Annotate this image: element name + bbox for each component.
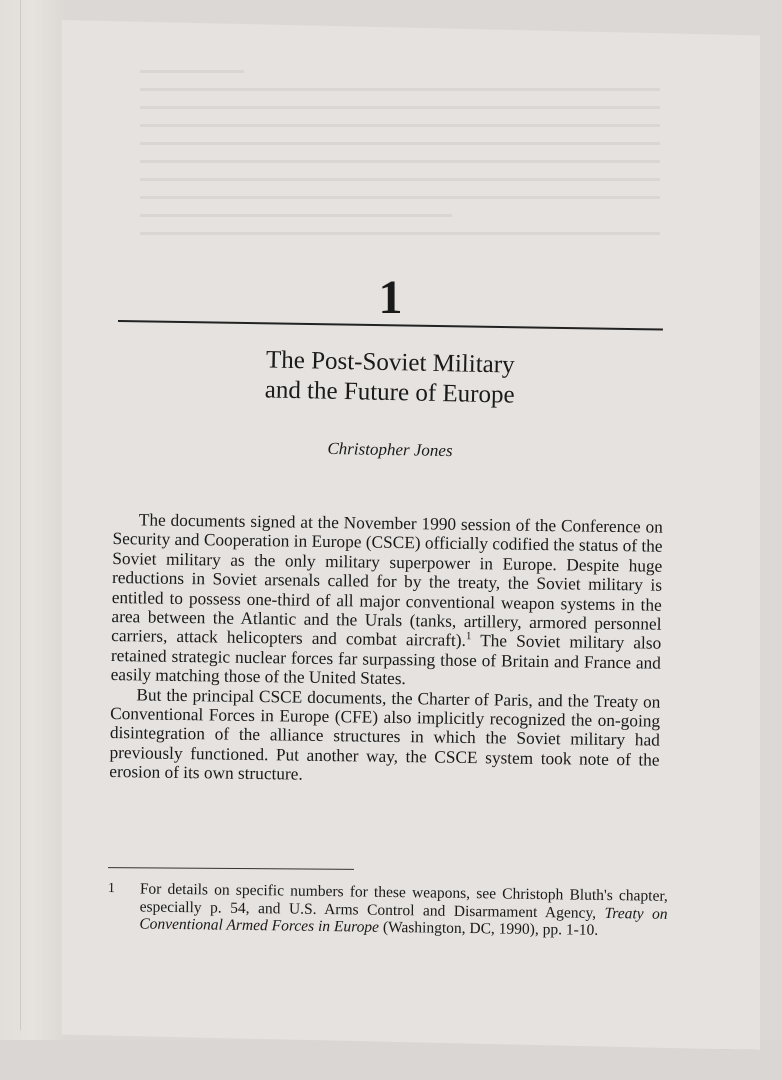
chapter-title-line-1: The Post-Soviet Military: [265, 346, 515, 379]
chapter-number: 1: [378, 271, 404, 324]
footnote-text-b: (Washington, DC, 1990), pp. 1-10.: [378, 918, 599, 939]
book-spine-edge: [0, 0, 66, 1040]
footnote-text: [139, 880, 668, 940]
footnote-1: [107, 880, 668, 940]
paragraph-1-text-b: The Soviet military also retained strategic nuclear forces far surpassing those of Britain and France and easily matching those of the United States.: [110, 631, 662, 689]
chapter-title: [159, 343, 620, 413]
footnote-reference[interactable]: 1: [465, 630, 472, 643]
reverse-side-showthrough: [140, 70, 660, 270]
footnote-number: 1: [107, 880, 115, 897]
chapter-title-line-2: and the Future of Europe: [264, 376, 515, 409]
body-text: [109, 510, 663, 789]
paragraph-2: But the principal CSCE documents, the Charter of Paris, and the Treaty on Conventional Forces in Europe (CFE) also implicitly recognized the on-going disintegration of the alliance structures in which the Soviet military had previously functioned. Put another way, the CSCE system took note of the erosion of its own structure.: [109, 685, 661, 784]
paragraph-1: [111, 510, 663, 692]
footnote-cited-title: Treaty on Conventional Armed Forces in Europe: [139, 904, 668, 936]
page-stack-edge: [20, 0, 21, 1030]
footnote-text-a: For details on specific numbers for these weapons, see Christoph Bluth's chapter, especially p. 54, and U.S. Arms Control and Disarmament Agency,: [139, 880, 668, 922]
chapter-author: Christopher Jones: [327, 438, 453, 461]
paragraph-1-text-a: The documents signed at the November 1990 session of the Conference on Security and Cooperation in Europe (CSCE) officially codified the status of the Soviet military as the only military superpower in Europe. Despite huge reductions in Soviet arsenals called for by the treaty, the Soviet military is entitled to possess one-third of all major conventional weapon systems in the area between the Atlantic and the Urals (tanks, artillery, armored personnel carriers, attack helicopters and combat aircraft).: [111, 510, 663, 651]
